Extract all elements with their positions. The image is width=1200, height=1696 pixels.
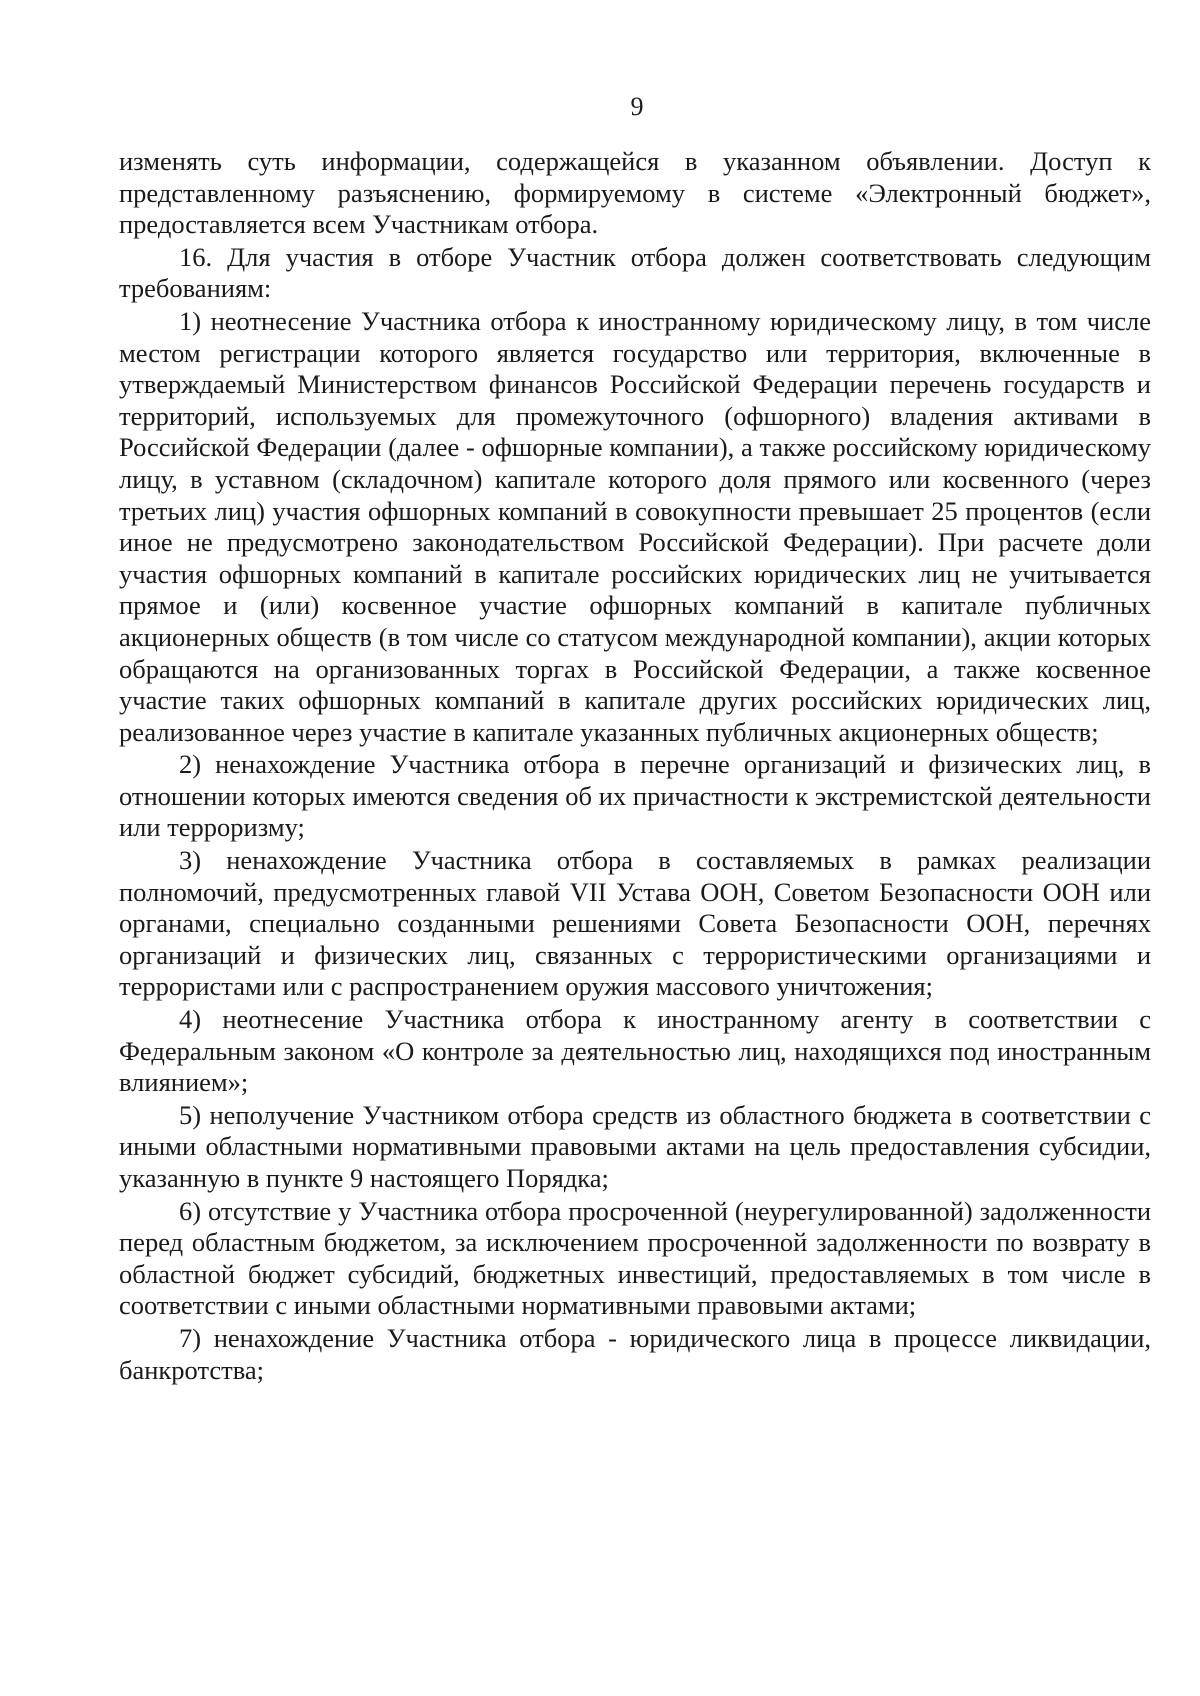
- requirement-2: 2) ненахождение Участника отбора в перечне организаций и физических лиц, в отношении которых имеются сведения об их причастности к экстремистской деятельности или терроризму;: [119, 749, 1151, 843]
- document-body: [119, 146, 1151, 1386]
- paragraph-item-16: 16. Для участия в отборе Участник отбора должен соответствовать следующим требованиям:: [119, 241, 1151, 304]
- page-number: 9: [630, 92, 644, 121]
- requirement-7: 7) ненахождение Участника отбора - юридического лица в процессе ликвидации, банкротства;: [119, 1322, 1151, 1385]
- requirement-6: 6) отсутствие у Участника отбора просроченной (неурегулированной) задолженности перед областным бюджетом, за исключением просроченной задолженности по возврату в областной бюджет субсидий, бюджетных инвестиций, предоставляемых в том числе в соответствии с иными областными нормативными правовыми актами;: [119, 1195, 1151, 1321]
- requirement-1: 1) неотнесение Участника отбора к иностранному юридическому лицу, в том числе местом регистрации которого является государство или территория, включенные в утверждаемый Министерством финансов Российской Федерации перечень государств и территорий, используемых для промежуточного (офшорного) владения активами в Российской Федерации (далее - офшорные компании), а также российскому юридическому лицу, в уставном (складочном) капитале которого доля прямого или косвенного (через третьих лиц) участия офшорных компаний в совокупности превышает 25 процентов (если иное не предусмотрено законодательством Российской Федерации). При расчете доли участия офшорных компаний в капитале российских юридических лиц не учитывается прямое и (или) косвенное участие офшорных компаний в капитале публичных акционерных обществ (в том числе со статусом международной компании), акции которых обращаются на организованных торгах в Российской Федерации, а также косвенное участие таких офшорных компаний в капитале других российских юридических лиц, реализованное через участие в капитале указанных публичных акционерных обществ;: [119, 305, 1151, 747]
- requirement-3: 3) ненахождение Участника отбора в составляемых в рамках реализации полномочий, предусмотренных главой VII Устава ООН, Советом Безопасности ООН или органами, специально созданными решениями Совета Безопасности ООН, перечнях организаций и физических лиц, связанных с террористическими организациями и террористами или с распространением оружия массового уничтожения;: [119, 845, 1151, 1002]
- paragraph-continuation: изменять суть информации, содержащейся в указанном объявлении. Доступ к представленному разъяснению, формируемому в системе «Электронный бюджет», предоставляется всем Участникам отбора.: [119, 146, 1151, 240]
- requirement-5: 5) неполучение Участником отбора средств из областного бюджета в соответствии с иными областными нормативными правовыми актами на цель предоставления субсидии, указанную в пункте 9 настоящего Порядка;: [119, 1099, 1151, 1193]
- requirement-4: 4) неотнесение Участника отбора к иностранному агенту в соответствии с Федеральным законом «О контроле за деятельностью лиц, находящихся под иностранным влиянием»;: [119, 1004, 1151, 1098]
